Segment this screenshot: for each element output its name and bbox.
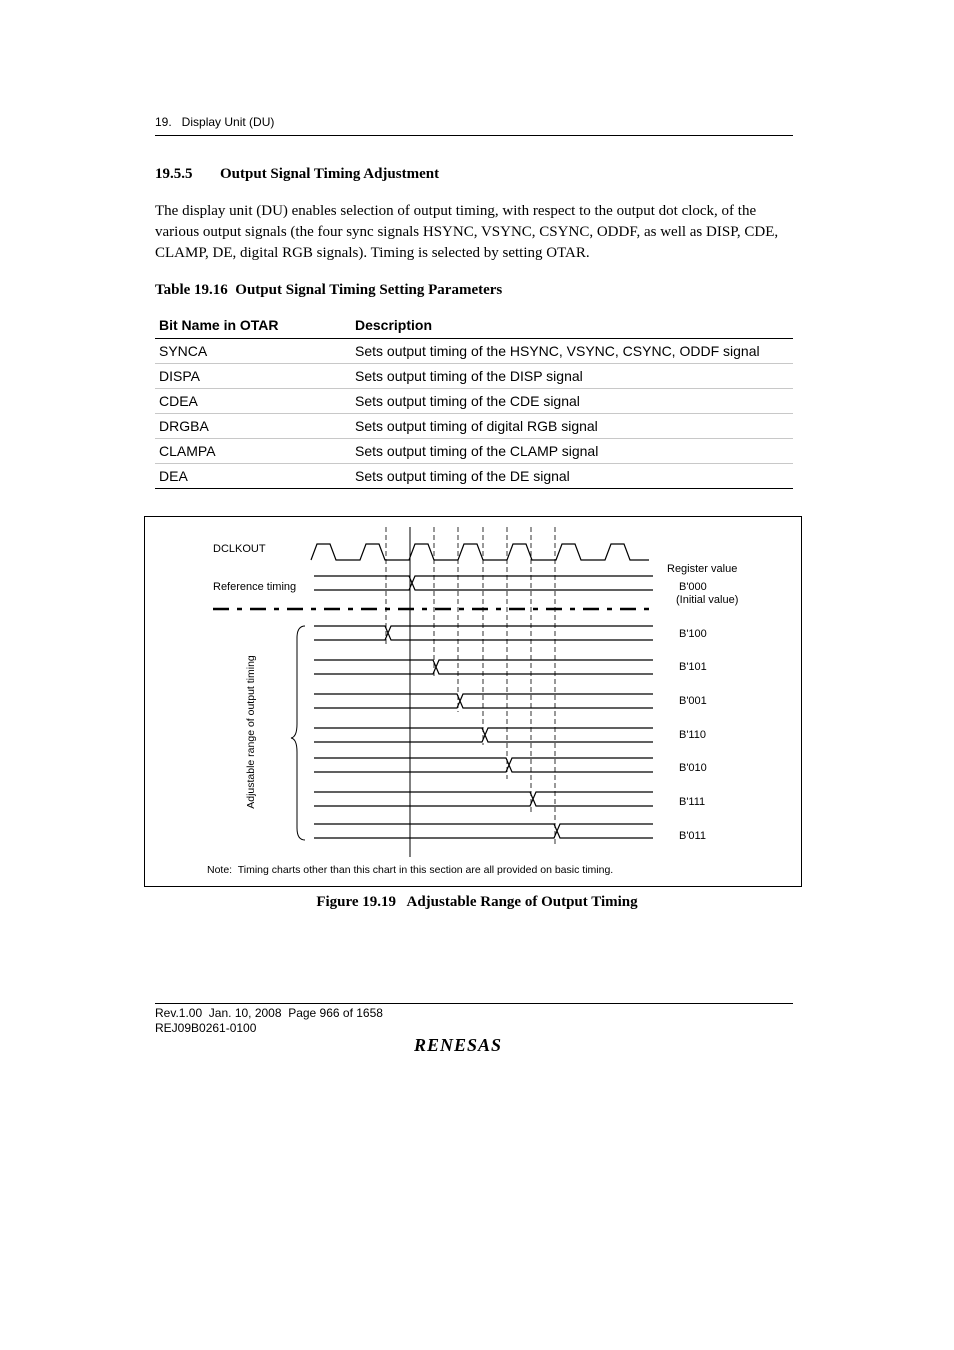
footer-divider [155, 1003, 793, 1004]
renesas-logo [414, 1034, 534, 1056]
table-row [155, 414, 793, 439]
bit-name-cell: CDEA [155, 389, 351, 414]
dclkout-label: DCLKOUT [213, 543, 266, 555]
footer-document-number: REJ09B0261-0100 [155, 1021, 257, 1035]
register-value-label: B'100 [679, 628, 707, 640]
register-value-label: B'111 [679, 796, 706, 808]
register-value-label: B'001 [679, 695, 707, 707]
figure-caption: Figure 19.19 Adjustable Range of Output Timing [316, 894, 638, 910]
page-header-text: 19. Display Unit (DU) [155, 115, 275, 129]
table-row [155, 389, 793, 414]
figure-note: Note: Timing charts other than this chart in this section are all provided on basic timing. [207, 864, 614, 876]
parameter-table [155, 313, 793, 489]
bit-name-cell: DEA [155, 464, 351, 489]
column-header-bit-name: Bit Name in OTAR [155, 313, 351, 339]
description-cell: Sets output timing of the CDE signal [351, 389, 793, 414]
description-cell: Sets output timing of the DE signal [351, 464, 793, 489]
section-title: Output Signal Timing Adjustment [220, 166, 440, 182]
waveform-b001 [314, 694, 653, 708]
table-row [155, 464, 793, 489]
description-cell: Sets output timing of the HSYNC, VSYNC, CSYNC, ODDF signal [351, 339, 793, 364]
register-value-label: B'110 [679, 729, 706, 741]
timing-figure [144, 516, 802, 887]
waveform-b101 [314, 660, 653, 674]
timing-diagram [145, 517, 801, 886]
register-value-header: Register value [667, 563, 738, 575]
section-heading [155, 166, 439, 183]
table-header-row [155, 313, 793, 339]
register-value-initial: B'000 [679, 581, 707, 593]
page-header [155, 115, 793, 136]
guide-lines [386, 527, 555, 847]
description-cell: Sets output timing of the CLAMP signal [351, 439, 793, 464]
waveform-b110 [314, 728, 653, 742]
section-number: 19.5.5 [155, 166, 193, 182]
table-row [155, 339, 793, 364]
register-value-label: B'011 [679, 830, 706, 842]
waveform-b100 [314, 626, 653, 640]
register-value-label: B'010 [679, 762, 707, 774]
bit-name-cell: SYNCA [155, 339, 351, 364]
bit-name-cell: DRGBA [155, 414, 351, 439]
dclkout-waveform [311, 544, 649, 560]
table-row [155, 364, 793, 389]
renesas-logo-text: RENESAS [414, 1035, 503, 1055]
bit-name-cell: CLAMPA [155, 439, 351, 464]
table-row [155, 439, 793, 464]
description-cell: Sets output timing of the DISP signal [351, 364, 793, 389]
adjustable-range-label: Adjustable range of output timing [245, 655, 257, 809]
reference-timing-label: Reference timing [213, 581, 297, 593]
column-header-description: Description [351, 313, 793, 339]
reference-waveform [314, 576, 653, 590]
table-caption: Table 19.16 Output Signal Timing Setting Parameters [155, 282, 503, 298]
section-body: The display unit (DU) enables selection of output timing, with respect to the output dot clock, of the various output signals (the four sync signals HSYNC, VSYNC, CSYNC, ODDF, as well as DISP, CDE, CLAMP, DE, digital RGB signals). Timing is selected by setting OTAR. [155, 203, 779, 261]
description-cell: Sets output timing of digital RGB signal [351, 414, 793, 439]
waveform-b011 [314, 824, 653, 838]
waveform-b010 [314, 758, 653, 772]
footer-revision: Rev.1.00 Jan. 10, 2008 Page 966 of 1658 [155, 1006, 383, 1020]
initial-value-note: (Initial value) [676, 594, 739, 606]
range-brace [291, 626, 305, 840]
waveform-b111 [314, 792, 653, 806]
bit-name-cell: DISPA [155, 364, 351, 389]
register-value-label: B'101 [679, 661, 707, 673]
